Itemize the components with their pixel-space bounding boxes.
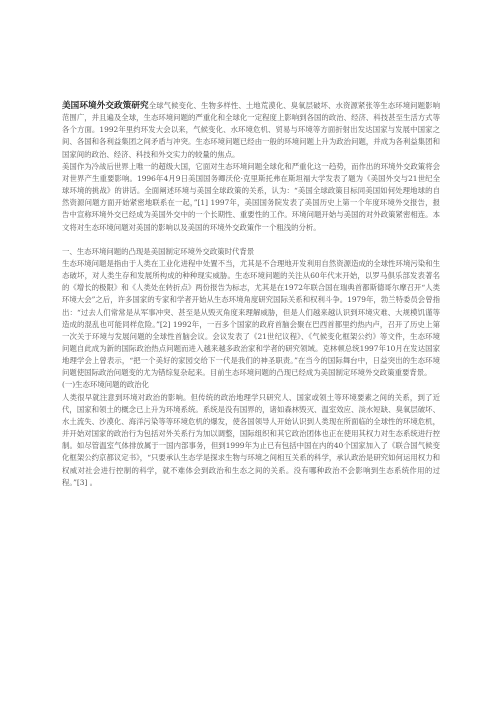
paragraph-gap — [62, 234, 440, 246]
section-1-heading: 一、生态环境问题的凸现是美国制定环境外交政策时代背景 — [62, 246, 255, 256]
intro-text-1: 全球气候变化、生物多样性、土地荒漠化、臭氧层破坏、水资源紧张等生态环境问题影响范围广，并且遍及全球，生态环境问题的严重化和全球化一定程度上影响到各国的政治、经济、科技甚至生活方式等各个方面。1992年里约环发大会以来，气候变化、水环境危机、贸易与环境等方面折射出发达国家与发展中国家之间、各国和各利益集团之间矛盾与冲突。生态环境问题已经由一般的环境问题上升为政治问题，并成为各利益集团和国家间的政治、经济、科技和外交实力的较量的焦点。 — [62, 101, 440, 159]
subsection-1-heading: (一)生态环境问题的政治化 — [62, 380, 150, 390]
article-title: 美国环境外交政策研究 — [62, 101, 149, 111]
document-page — [62, 100, 440, 489]
section-1-body: 生态环境问题是指由于人类在工业化进程中处置不当，尤其是不合理地开发利用自然资源造成的全球性环境污染和生态破坏，对人类生存和发展所构成的种种现实威胁。生态环境问题的关注从60年代末开始，以罗马俱乐部发表著名的《增长的极限》和《人类处在转折点》两份报告为标志，尤其是在1972年联合国在瑞典首都斯德哥尔摩召开“人类环境大会”之后，许多国家的专家和学者开始从生态环境角度研究国际关系和权利斗争。1979年，勃兰特委员会曾指出：“过去人们常常是从军事冲突、甚至是从毁灭角度来理解威胁，但是人们越来越认识到环境灾难、大规模饥谨等造成的混乱也可能同样危险。”[2] 1992年，一百多个国家的政府首脑会聚在巴西首都里约热内卢，召开了历史上第一次关于环境与发展问题的全球性首脑会议。会议发表了《21世纪议程》、《气候变化框架公约》等文件，生态环境问题自此成为新的国际政治热点问题而进入越来越多政治家和学者的研究领域。克林顿总统1997年10月在发达国家地理学会上曾表示，“把一个美好的家园交给下一代是我们的神圣职责。”在当今的国际舞台中，日益突出的生态环境问题使国际政治问题变的尤为错综复杂起来。目前生态环境问题的凸现已经成为美国制定环境外交政策重要背景。 — [62, 258, 440, 378]
subsection-1-body: 人类很早就注意到环境对政治的影响。但传统的政治地理学只研究人、国家或领土等环境要素之间的关系，到了近代，国家和领土的概念已上升为环境系统。系统是没有国界的，诸如森林毁灭、温室效应、淡水短缺、臭氧层破坏、水土流失、沙漠化、海洋污染等等环境危机的爆发，使各国领导人开始认识到人类现在所面临的全球性的环境危机，并开始对国家的政治行为包括对外关系行为加以调整，国际组织和其它政治团体也正在使用其权力对生态系统进行控制。如尽管温室气体排放属于一国内部事务，但到1999年为止已有包括中国在内的40个国家加入了《联合国气候变化框架公约京都议定书》，“只要承认生态学是探求生物与环境之间相互关系的科学，承认政治是研究如何运用权力和权威对社会进行控制的科学，就不难体会到政治和生态之间的关系。没有哪种政治不会影响到生态系统作用的过程。”[3] 。 — [62, 392, 440, 487]
intro-paragraph-2: 美国作为冷战后世界上唯一的超级大国，它面对生态环境问题全球化和严重化这一趋势，而作出的环境外交政策将会对世界产生重要影响。1996年4月9日美国国务卿沃伦·克里斯托弗在斯坦福大学发表了题为《美国外交与21世纪全球环境的挑战》的讲话。全面阐述环境与美国全球政策的关系，认为：“美国全球政策目标同美国如何处理地球的自然资源问题方面开始紧密地联系在一起，”[1] 1997年，美国国务院发表了美国历史上第一个年度环境外交报告，报告中宣称环境外交已经成为美国外交中的一个长期性、重要性的工作。环境问题开始与美国的对外政策紧密相连。本文将对生态环境问题对美国的影响以及美国的环境外交政策作一个粗浅的分析。 — [62, 161, 440, 232]
intro-paragraph-1 — [62, 100, 440, 161]
